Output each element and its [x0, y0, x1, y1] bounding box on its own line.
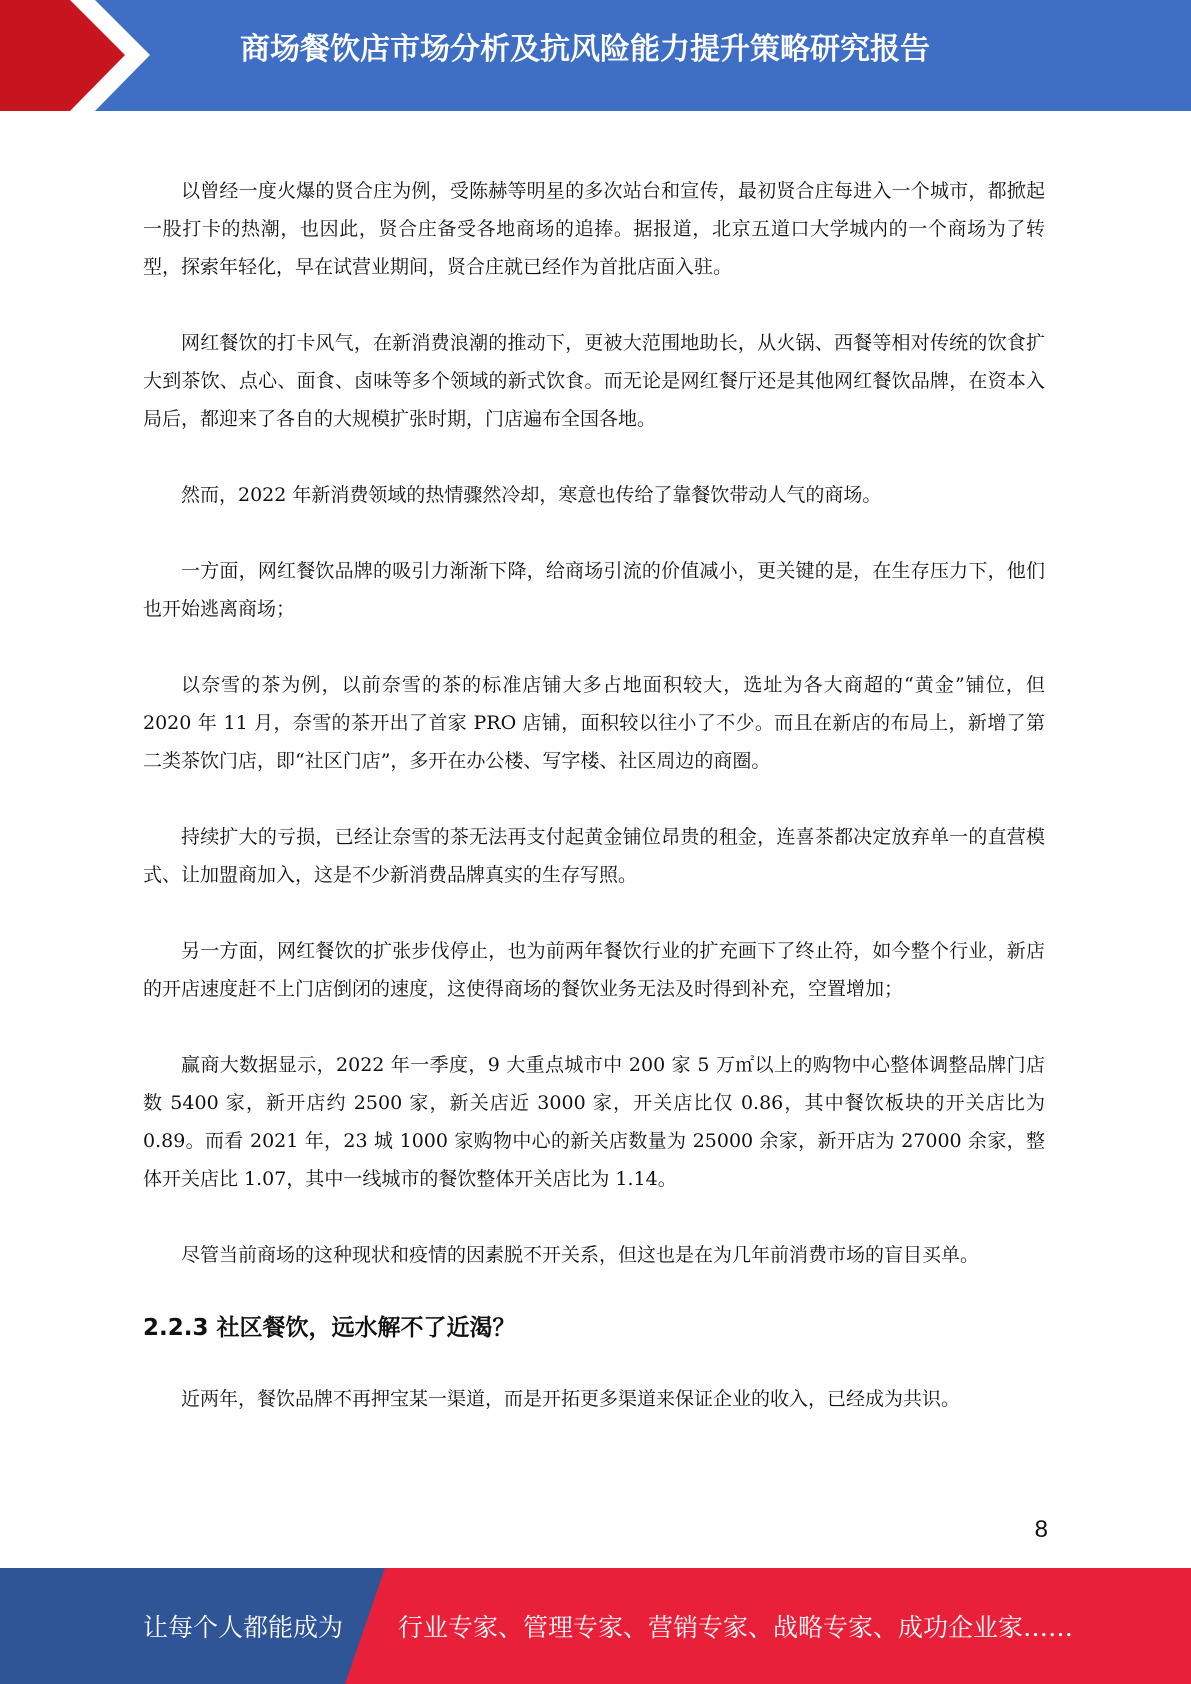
- paragraph-2: 网红餐饮的打卡风气，在新消费浪潮的推动下，更被大范围地助长，从火锅、西餐等相对传统的饮食扩大到茶饮、点心、面食、卤味等多个领域的新式饮食。而无论是网红餐厅还是其他网红餐饮品牌，在资本入局后，都迎来了各自的大规模扩张时期，门店遍布全国各地。: [143, 332, 1045, 430]
- paragraph-8: 赢商大数据显示，2022 年一季度，9 大重点城市中 200 家 5 万㎡以上的购物中心整体调整品牌门店数 5400 家，新开店约 2500 家，新关店近 3000 家，开关店比仅 0.86，其中餐饮板块的开关店比为 0.89。而看 2021 年，23 城 1000 家购物中心的新关店数量为 25000 余家，新开店为 27000 余家，整体开关店比 1.07，其中一线城市的餐饮整体开关店比为 1.14。: [143, 1054, 1045, 1190]
- document-body: [143, 172, 1045, 1456]
- section-heading: 2.2.3 社区餐饮，远水解不了近渴？: [143, 1315, 516, 1341]
- footer-slogan-right: 行业专家、管理专家、营销专家、战略专家、成功企业家……: [398, 1613, 1074, 1642]
- page-footer: [0, 1568, 1191, 1684]
- report-title: 商场餐饮店市场分析及抗风险能力提升策略研究报告: [240, 32, 930, 67]
- paragraph-4: 一方面，网红餐饮品牌的吸引力渐渐下降，给商场引流的价值减小，更关键的是，在生存压力下，他们也开始逃离商场；: [143, 560, 1045, 620]
- paragraph-6: 持续扩大的亏损，已经让奈雪的茶无法再支付起黄金铺位昂贵的租金，连喜茶都决定放弃单一的直营模式、让加盟商加入，这是不少新消费品牌真实的生存写照。: [143, 826, 1045, 886]
- paragraph-1: 以曾经一度火爆的贤合庄为例，受陈赫等明星的多次站台和宣传，最初贤合庄每进入一个城市，都掀起一股打卡的热潮，也因此，贤合庄备受各地商场的追捧。据报道，北京五道口大学城内的一个商场为了转型，探索年轻化，早在试营业期间，贤合庄就已经作为首批店面入驻。: [143, 180, 1045, 278]
- paragraph-7: 另一方面，网红餐饮的扩张步伐停止，也为前两年餐饮行业的扩充画下了终止符，如今整个行业，新店的开店速度赶不上门店倒闭的速度，这使得商场的餐饮业务无法及时得到补充，空置增加；: [143, 940, 1045, 1000]
- page-header: [0, 0, 1191, 111]
- paragraph-5: 以奈雪的茶为例，以前奈雪的茶的标准店铺大多占地面积较大，选址为各大商超的“黄金”铺位，但 2020 年 11 月，奈雪的茶开出了首家 PRO 店铺，面积较以往小了不少。而且在新店的布局上，新增了第二类茶饮门店，即“社区门店”，多开在办公楼、写字楼、社区周边的商圈。: [143, 674, 1045, 772]
- footer-slogan-left: 让每个人都能成为: [143, 1613, 344, 1642]
- page-number: 8: [1034, 1516, 1048, 1543]
- paragraph-3: 然而，2022 年新消费领域的热情骤然冷却，寒意也传给了靠餐饮带动人气的商场。: [181, 484, 882, 506]
- paragraph-9: 尽管当前商场的这种现状和疫情的因素脱不开关系，但这也是在为几年前消费市场的盲目买单。: [181, 1244, 980, 1266]
- paragraph-10: 近两年，餐饮品牌不再押宝某一渠道，而是开拓更多渠道来保证企业的收入，已经成为共识。: [181, 1388, 961, 1410]
